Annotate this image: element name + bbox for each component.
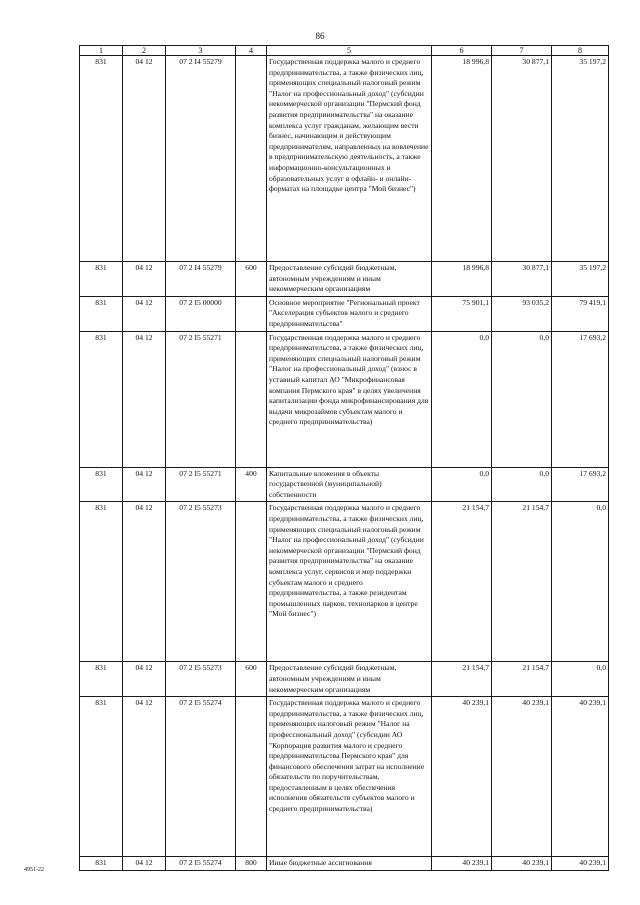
amount-cell: 30 877,1 [492,262,552,297]
description-cell: Основное мероприятие "Региональный проект "Акселерация субъектов малого и среднего предпринимательства" [267,296,432,331]
amount-cell: 0,0 [432,331,492,467]
amount-cell: 40 239,1 [492,697,552,857]
column-header: 3 [166,46,236,56]
admin-code-cell: 831 [80,262,123,297]
amount-cell: 0,0 [552,502,609,662]
section-cell: 04 12 [123,857,166,871]
expense-type-cell [236,296,267,331]
description-cell: Капитальные вложения в объекты государственной (муниципальной) собственности [267,467,432,502]
table-row [80,331,609,467]
amount-cell: 79 419,1 [552,296,609,331]
admin-code-cell: 831 [80,331,123,467]
amount-cell: 0,0 [492,331,552,467]
amount-cell: 40 239,1 [552,697,609,857]
table-row [80,502,609,662]
target-article-cell: 07 2 I5 55271 [166,331,236,467]
amount-cell: 75 901,1 [432,296,492,331]
section-cell: 04 12 [123,331,166,467]
target-article-cell: 07 2 I5 55274 [166,857,236,871]
amount-cell: 40 239,1 [432,697,492,857]
amount-cell: 17 693,2 [552,467,609,502]
amount-cell: 18 996,8 [432,56,492,262]
table-row [80,262,609,297]
page-number: 86 [315,31,325,41]
admin-code-cell: 831 [80,502,123,662]
header-row [80,46,609,56]
expense-type-cell [236,697,267,857]
table-row [80,296,609,331]
description-cell: Государственная поддержка малого и среднего предпринимательства, а также физических лиц, применяющих специальный налоговый режим "Налог на профессиональный доход" (взнос в уставный капитал АО "Микрофинансовая компания Пермского края" в целях увеличения капитализации фонда микрофинансирования для выдачи микрозаймов субъектам малого и среднего предпринимательства) [267,331,432,467]
admin-code-cell: 831 [80,296,123,331]
table-row [80,56,609,262]
description-cell: Государственная поддержка малого и среднего предпринимательства, а также физических лиц, применяющих специальный налоговый режим "Налог на профессиональный доход" (субсидии некоммерческой организации "Пермский фонд развития предпринимательства" на оказание комплекса услуг гражданам, желающим вести бизнес, начинающим и действующим предпринимателям, направленных на вовлечение в предпринимательскую деятельность, а также информационно-консультационных и образовательных услуг в офлайн- и онлайн-форматах на площадке центра "Мой бизнес") [267,56,432,262]
target-article-cell: 07 2 I4 55279 [166,56,236,262]
expense-type-cell: 400 [236,467,267,502]
section-cell: 04 12 [123,296,166,331]
amount-cell: 35 197,2 [552,262,609,297]
amount-cell: 17 693,2 [552,331,609,467]
description-cell: Предоставление субсидий бюджетным, автономным учреждениям и иным некоммерческим организациям [267,262,432,297]
amount-cell: 21 154,7 [492,662,552,697]
amount-cell: 18 996,8 [432,262,492,297]
amount-cell: 21 154,7 [432,662,492,697]
target-article-cell: 07 2 I4 55279 [166,262,236,297]
expense-type-cell [236,502,267,662]
description-cell: Предоставление субсидий бюджетным, автономным учреждениям и иным некоммерческим организациям [267,662,432,697]
amount-cell: 0,0 [432,467,492,502]
target-article-cell: 07 2 I5 55273 [166,662,236,697]
amount-cell: 93 035,2 [492,296,552,331]
section-cell: 04 12 [123,662,166,697]
description-cell: Государственная поддержка малого и среднего предпринимательства, а также физических лиц, применяющих налоговый режим "Налог на профессиональный доход" (субсидии АО "Корпорация развития малого и среднего предпринимательства Пермского края" для финансового обеспечения затрат на исполнение обязательств по поручительствам, предоставленным в целях обеспечения исполнения обязательств субъектов малого и среднего предпринимательства) [267,697,432,857]
admin-code-cell: 831 [80,662,123,697]
target-article-cell: 07 2 I5 55274 [166,697,236,857]
document-code: 4951-22 [24,867,44,873]
admin-code-cell: 831 [80,467,123,502]
amount-cell: 40 239,1 [492,857,552,871]
section-cell: 04 12 [123,56,166,262]
amount-cell: 0,0 [552,662,609,697]
expense-type-cell [236,56,267,262]
column-header: 8 [552,46,609,56]
budget-table [79,45,609,871]
target-article-cell: 07 2 I5 55273 [166,502,236,662]
table-row [80,662,609,697]
amount-cell: 21 154,7 [492,502,552,662]
admin-code-cell: 831 [80,56,123,262]
expense-type-cell: 800 [236,857,267,871]
column-header: 2 [123,46,166,56]
amount-cell: 30 877,1 [492,56,552,262]
column-header: 4 [236,46,267,56]
expense-type-cell: 600 [236,662,267,697]
expense-type-cell: 600 [236,262,267,297]
section-cell: 04 12 [123,262,166,297]
section-cell: 04 12 [123,502,166,662]
description-cell: Государственная поддержка малого и среднего предпринимательства, а также физических лиц, применяющих специальный налоговый режим "Налог на профессиональный доход" (субсидии некоммерческой организации "Пермский фонд развития предпринимательства" на оказание комплекса услуг, сервисов и мер поддержки субъектам малого и среднего предпринимательства, а также резидентам промышленных парков, технопарков в центре "Мой бизнес") [267,502,432,662]
amount-cell: 40 239,1 [552,857,609,871]
column-header: 1 [80,46,123,56]
column-header: 6 [432,46,492,56]
target-article-cell: 07 2 I5 55271 [166,467,236,502]
column-header: 7 [492,46,552,56]
admin-code-cell: 831 [80,857,123,871]
table-row [80,857,609,871]
amount-cell: 0,0 [492,467,552,502]
amount-cell: 21 154,7 [432,502,492,662]
description-cell: Иные бюджетные ассигнования [267,857,432,871]
section-cell: 04 12 [123,697,166,857]
amount-cell: 40 239,1 [432,857,492,871]
table-row [80,467,609,502]
amount-cell: 35 197,2 [552,56,609,262]
table-row [80,697,609,857]
target-article-cell: 07 2 I5 00000 [166,296,236,331]
expense-type-cell [236,331,267,467]
admin-code-cell: 831 [80,697,123,857]
column-header: 5 [267,46,432,56]
section-cell: 04 12 [123,467,166,502]
